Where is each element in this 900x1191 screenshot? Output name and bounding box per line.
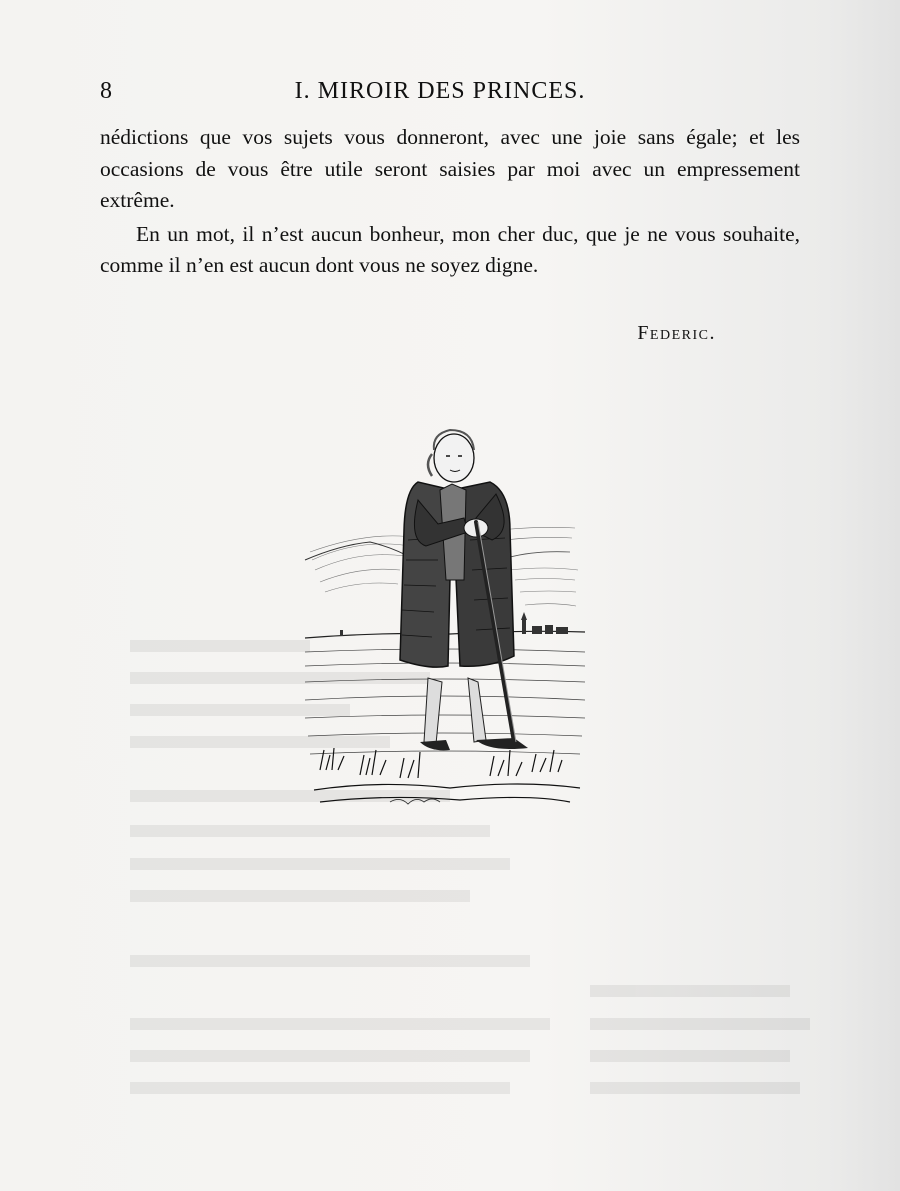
running-title: I. MIROIR DES PRINCES. [294, 78, 586, 104]
signature: Federic. [637, 322, 716, 344]
engraving-man-with-staff [300, 420, 590, 820]
paragraph: En un mot, il n’est aucun bonheur, mon cher duc, que je ne vous souhaite, comme il n’en est aucun dont vous ne soyez digne. [100, 221, 800, 277]
body-text [100, 122, 800, 282]
running-header [100, 78, 800, 112]
paragraph: nédictions que vos sujets vous donneront, avec une joie sans égale; et les occasions de vous être utile seront saisies par moi avec un empressement extrême. [100, 125, 800, 212]
engraving-illustration [300, 420, 590, 820]
page-number: 8 [100, 78, 112, 104]
